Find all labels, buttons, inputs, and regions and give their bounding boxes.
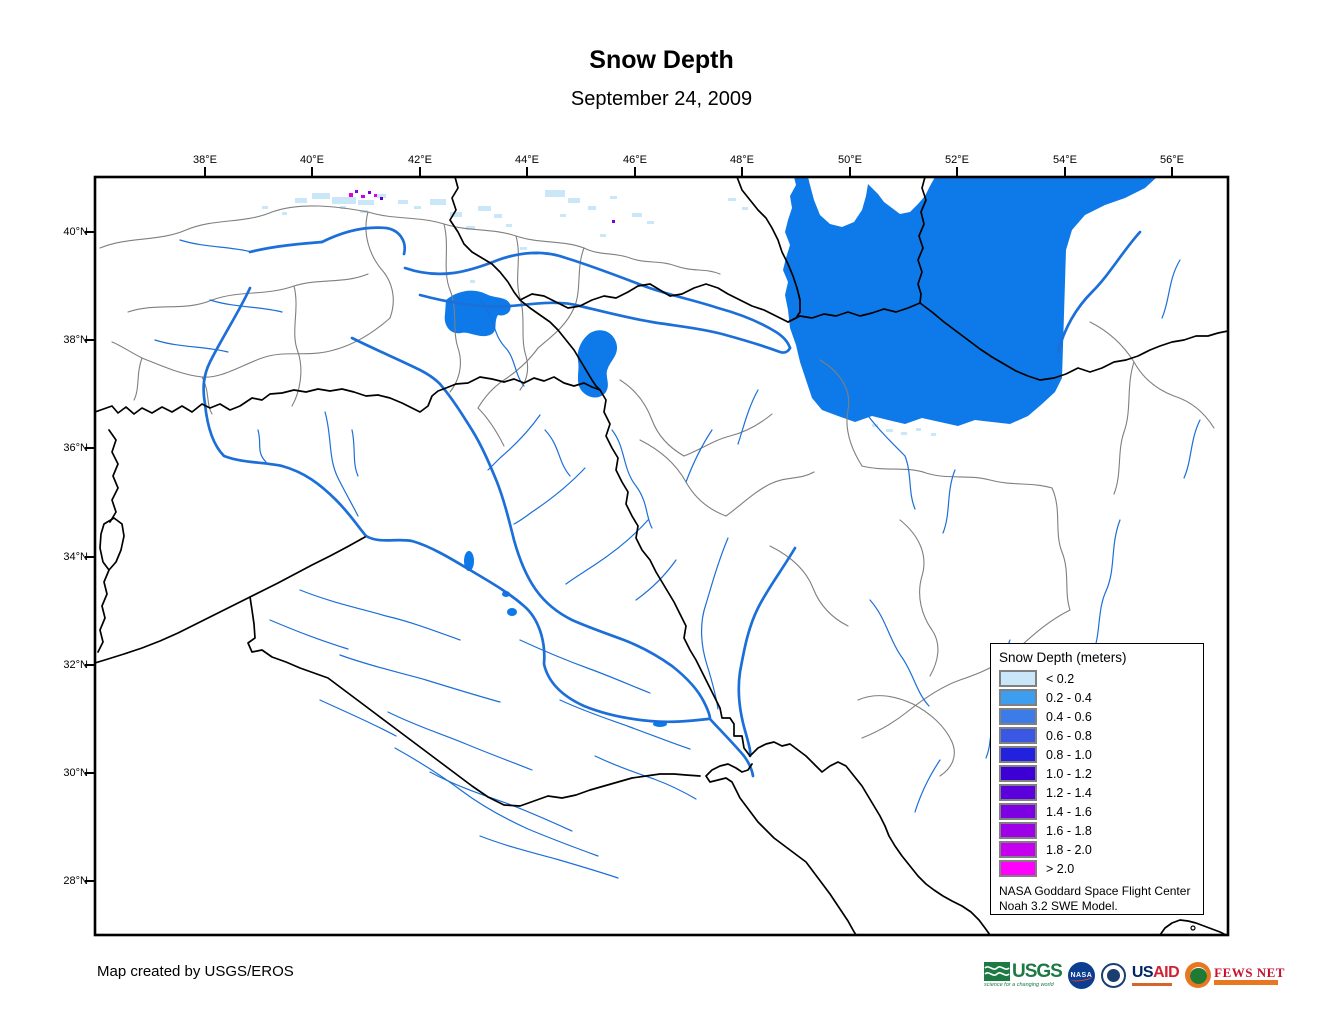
lon-tick-label: 40°E <box>300 154 324 166</box>
usaid-logo <box>1132 965 1179 986</box>
lat-tick-label: 38°N <box>63 334 88 346</box>
agency-logos <box>984 956 1285 994</box>
lon-tick-label: 38°E <box>193 154 217 166</box>
syria-jordan-border <box>95 597 250 663</box>
lon-tick-label: 42°E <box>408 154 432 166</box>
legend-row <box>999 745 1195 764</box>
usaid-tagline-strip <box>1132 983 1172 986</box>
legend-row <box>999 764 1195 783</box>
fewsnet-logo <box>1185 962 1285 988</box>
gulf-island <box>1191 926 1195 930</box>
legend-box <box>990 643 1204 915</box>
usgs-wave-icon <box>984 962 1010 981</box>
lat-tick-label: 40°N <box>63 226 88 238</box>
legend-label: 1.6 - 1.8 <box>1046 823 1092 838</box>
lebanon-outline <box>100 518 124 570</box>
legend-label: 0.6 - 0.8 <box>1046 728 1092 743</box>
legend-swatch <box>999 860 1037 877</box>
legend-row <box>999 840 1195 859</box>
iran-turkmenistan-border <box>1040 331 1228 380</box>
levant-coast-south <box>98 570 109 652</box>
legend-row <box>999 859 1195 878</box>
lat-tick-label: 28°N <box>63 875 88 887</box>
lat-tick-label: 36°N <box>63 442 88 454</box>
legend-row <box>999 726 1195 745</box>
legend-swatch <box>999 822 1037 839</box>
map-credit: Map created by USGS/EROS <box>97 963 294 980</box>
legend-row <box>999 707 1195 726</box>
nasa-logo <box>1068 962 1095 989</box>
legend-row <box>999 783 1195 802</box>
usgs-wordmark: USGS <box>1012 961 1062 982</box>
legend-swatch <box>999 841 1037 858</box>
legend-swatch <box>999 689 1037 706</box>
legend-swatch <box>999 727 1037 744</box>
legend-label: 1.0 - 1.2 <box>1046 766 1092 781</box>
lake-razzaza <box>507 608 517 616</box>
syria-iraq-jordan-saudi-border <box>248 537 700 806</box>
coruh-river <box>322 228 405 254</box>
lat-tick-label: 32°N <box>63 659 88 671</box>
turkey-syria-iraq-border <box>95 377 600 414</box>
fewsnet-banner <box>1214 980 1278 985</box>
tigris-river <box>352 338 710 719</box>
usgs-tagline: science for a changing world <box>984 982 1054 988</box>
legend-swatch <box>999 784 1037 801</box>
lon-tick-label: 48°E <box>730 154 754 166</box>
fewsnet-wordmark: FEWS NET <box>1214 964 1285 980</box>
legend-row <box>999 669 1195 688</box>
nasa-wordmark: NASA <box>1070 971 1093 979</box>
legend-label: 1.2 - 1.4 <box>1046 785 1092 800</box>
legend-swatch <box>999 708 1037 725</box>
legend-row <box>999 688 1195 707</box>
lat-tick-label: 34°N <box>63 551 88 563</box>
legend-swatch <box>999 746 1037 763</box>
usaid-wordmark-us: US <box>1131 963 1154 981</box>
legend-note <box>999 884 1195 914</box>
kelkit-river <box>250 242 322 252</box>
legend-label: 0.2 - 0.4 <box>1046 690 1092 705</box>
karun-river <box>739 548 795 756</box>
lon-ticks <box>205 167 1172 177</box>
euphrates-river <box>204 288 708 722</box>
map-title: Snow Depth <box>589 46 734 74</box>
atrek-river <box>1058 232 1140 352</box>
legend-label: 1.8 - 2.0 <box>1046 842 1092 857</box>
legend-label: < 0.2 <box>1046 671 1075 686</box>
fewsnet-globe-icon <box>1185 962 1211 988</box>
legend-title: Snow Depth (meters) <box>999 650 1127 665</box>
turkey-armenia-iran-border <box>450 177 600 390</box>
map-date-subtitle: September 24, 2009 <box>570 88 753 110</box>
lon-tick-label: 52°E <box>945 154 969 166</box>
lon-tick-label: 46°E <box>623 154 647 166</box>
legend-label: > 2.0 <box>1046 861 1075 876</box>
arab-gulf-coastline-kuwait <box>706 764 856 935</box>
lon-tick-label: 56°E <box>1160 154 1184 166</box>
lat-ticks <box>85 232 95 881</box>
usaid-wordmark-aid: AID <box>1153 963 1180 981</box>
lon-tick-label: 54°E <box>1053 154 1077 166</box>
usgs-logo <box>984 962 1062 988</box>
usaid-seal-icon <box>1101 963 1126 988</box>
legend-label: 0.4 - 0.6 <box>1046 709 1092 724</box>
legend-label: 0.8 - 1.0 <box>1046 747 1092 762</box>
levant-coast <box>109 430 118 522</box>
legend-label: 1.4 - 1.6 <box>1046 804 1092 819</box>
legend-row <box>999 802 1195 821</box>
lat-tick-label: 30°N <box>63 767 88 779</box>
legend-swatch <box>999 670 1037 687</box>
lon-tick-label: 44°E <box>515 154 539 166</box>
iran-iraq-border <box>600 390 750 756</box>
legend-row <box>999 821 1195 840</box>
legend-swatch <box>999 803 1037 820</box>
legend-note-line1: NASA Goddard Space Flight Center <box>999 884 1191 898</box>
lon-tick-label: 50°E <box>838 154 862 166</box>
iran-gulf-coastline <box>750 742 990 935</box>
legend-swatch <box>999 765 1037 782</box>
legend-note-line2: Noah 3.2 SWE Model. <box>999 899 1118 913</box>
